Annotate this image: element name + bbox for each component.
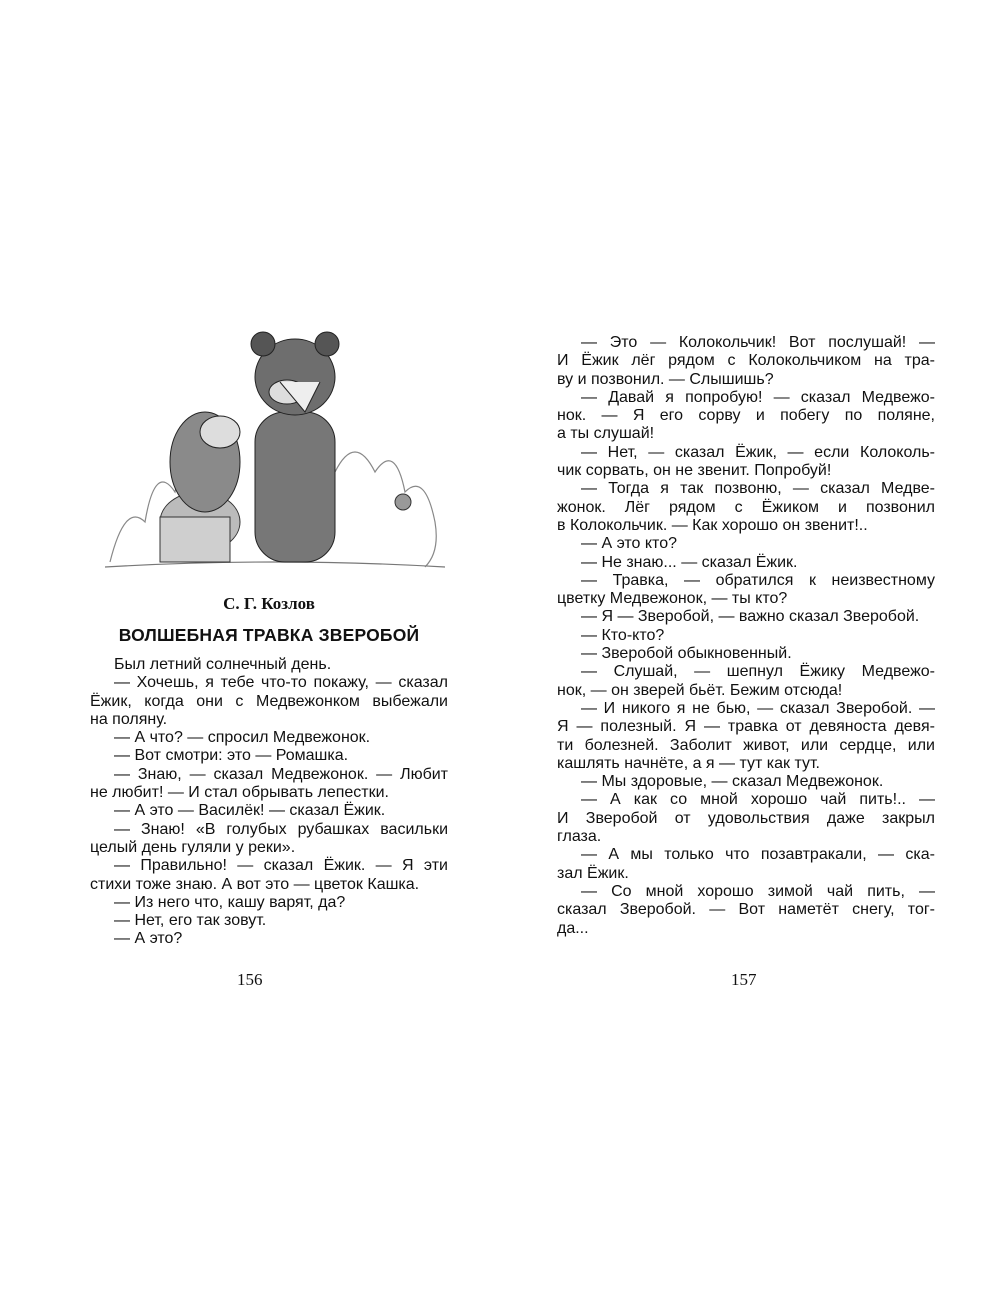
text-line: нок. — Я его сорву и побегу по поляне, — [557, 407, 935, 425]
text-line: — Я — Зверобой, — важно сказал Зверобой. — [581, 608, 920, 626]
text-line: — Зверобой обыкновенный. — [581, 645, 792, 663]
text-line: — А это? — [114, 930, 183, 948]
page-number-left: 156 — [237, 970, 263, 989]
text-line: в Колокольчик. — Как хорошо он звенит!.. — [557, 516, 868, 534]
story-title: ВОЛШЕБНАЯ ТРАВКА ЗВЕРОБОЙ — [118, 625, 420, 645]
text-line: чик сорвать, он не звенит. Попробуй! — [557, 462, 832, 480]
text-line: — Знаю! «В голубых рубашках васильки — [114, 820, 448, 838]
text-line: Был летний солнечный день. — [114, 656, 332, 673]
text-line: стихи тоже знаю. А вот это — цветок Кашка. — [90, 875, 420, 893]
text-line: — Тогда я так позвоню, — сказал Медве- — [581, 480, 935, 498]
text-line: а ты слушай! — [557, 425, 655, 443]
text-line: — Из него что, кашу варят, да? — [114, 893, 346, 911]
text-line: — Правильно! — сказал Ёжик. — Я эти — [114, 857, 448, 875]
text-line: Я — полезный. Я — травка от девяноста девя- — [557, 718, 935, 736]
text-line: — А это — Василёк! — сказал Ёжик. — [114, 802, 386, 820]
text-line: — Травка, — обратился к неизвестному — [581, 571, 935, 589]
right-page-text — [557, 334, 935, 938]
text-line: Ёжик, когда они с Медвежонком выбежали — [90, 692, 448, 710]
text-line: — А это кто? — [581, 535, 677, 553]
text-line: нок, — он зверей бьёт. Бежим отсюда! — [557, 681, 843, 699]
text-line: — Нет, — сказал Ёжик, — если Колоколь- — [581, 443, 935, 461]
text-line: — Давай я попробую! — сказал Медвежо- — [581, 388, 935, 406]
text-line: — Кто-кто? — [581, 626, 665, 644]
text-line: сказал Зверобой. — Вот наметёт снегу, тог- — [557, 901, 935, 919]
text-line: — Знаю, — сказал Медвежонок. — Любит — [114, 765, 448, 783]
text-line: цветку Медвежонок, — ты кто? — [557, 590, 788, 608]
text-line: на поляну. — [90, 710, 168, 728]
text-line: И Ёжик лёг рядом с Колокольчиком на тра- — [557, 352, 935, 370]
text-line: глаза. — [557, 828, 602, 846]
text-line: — А мы только что позавтракали, — ска- — [581, 846, 935, 864]
text-line: — Хочешь, я тебе что-то покажу, — сказал — [114, 674, 448, 692]
author-name: С. Г. Козлов — [223, 594, 315, 613]
text-line: — И никого я не бью, — сказал Зверобой. — — [581, 699, 935, 717]
page-number-right: 157 — [731, 970, 757, 989]
text-line: — Мы здоровые, — сказал Медвежонок. — [581, 773, 884, 791]
text-line: — Слушай, — шепнул Ёжику Медвежо- — [581, 663, 935, 681]
text-line: И Зверобой от удовольствия даже закрыл — [557, 809, 935, 827]
illustration-hedgehog-and-bear — [105, 322, 445, 572]
text-line: — А что? — спросил Медвежонок. — [114, 729, 371, 747]
text-line: зал Ёжик. — [557, 864, 629, 882]
text-line: — Со мной хорошо зимой чай пить, — — [581, 882, 935, 900]
text-line: — Это — Колокольчик! Вот послушай! — — [581, 334, 935, 351]
text-line: не любит! — И стал обрывать лепестки. — [90, 784, 389, 802]
text-line: — А как со мной хорошо чай пить!.. — — [581, 791, 935, 809]
text-line: — Нет, его так зовут. — [114, 912, 267, 930]
text-line: целый день гуляли у реки». — [90, 838, 296, 856]
text-line: да... — [557, 919, 589, 937]
text-line: ти болезней. Заболит живот, или сердце, или — [557, 736, 935, 754]
left-page-text — [90, 656, 448, 949]
text-line: жонок. Лёг рядом с Ёжиком и позвонил — [557, 498, 935, 516]
text-line: ву и позвонил. — Слышишь? — [557, 370, 774, 388]
text-line: — Вот смотри: это — Ромашка. — [114, 747, 349, 765]
text-line: кашлять начнёте, а я — тут как тут. — [557, 754, 820, 772]
text-line: — Не знаю... — сказал Ёжик. — [581, 553, 798, 571]
